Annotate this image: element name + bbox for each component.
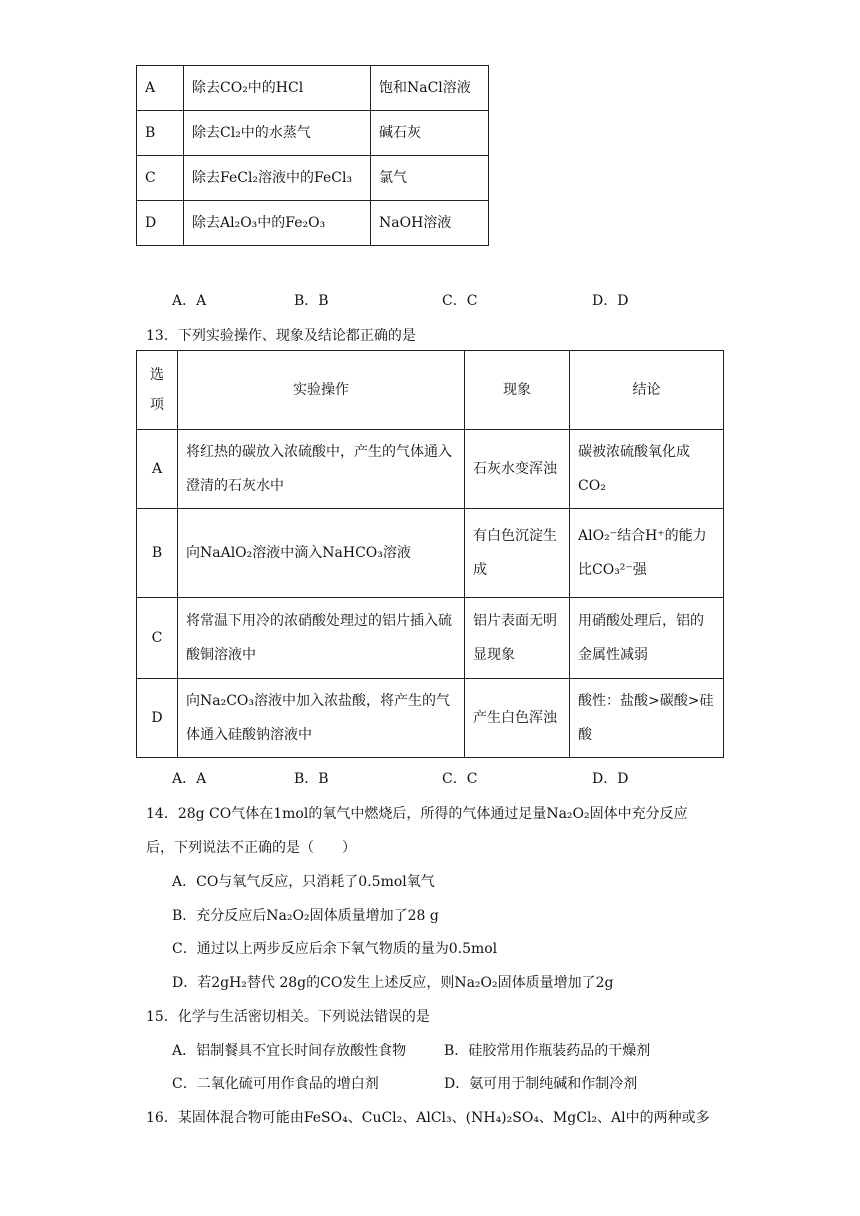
phenomenon-cell: 石灰水变浑浊 (465, 430, 570, 509)
purpose-cell: 除去CO₂中的HCl (184, 66, 371, 111)
q15-option-c: C．二氧化硫可用作食品的增白剂 (172, 1076, 379, 1092)
header-option: 选项 (137, 351, 178, 430)
reagent-table (136, 65, 489, 246)
operation-cell: 向Na₂CO₃溶液中加入浓盐酸，将产生的气体通入硅酸钠溶液中 (178, 679, 465, 758)
q15-option-d: D．氨可用于制纯碱和作制冷剂 (444, 1076, 638, 1092)
phenomenon-cell: 铝片表面无明显现象 (465, 598, 570, 679)
operation-cell: 将常温下用冷的浓硝酸处理过的铝片插入硫酸铜溶液中 (178, 598, 465, 679)
option-d: D．D (592, 293, 629, 309)
option-c: C．C (442, 771, 478, 787)
q14-option-b: B．充分反应后Na₂O₂固体质量增加了28 g (172, 908, 439, 924)
conclusion-cell: 酸性：盐酸>碳酸>硅酸 (570, 679, 724, 758)
phenomenon-cell: 有白色沉淀生成 (465, 509, 570, 598)
table-row (137, 66, 489, 111)
reagent-cell: 饱和NaCl溶液 (371, 66, 489, 111)
header-conclusion: 结论 (570, 351, 724, 430)
option-b: B．B (294, 293, 329, 309)
q14-stem-line2: 后，下列说法不正确的是（ ） (146, 840, 356, 856)
table-row (137, 598, 724, 679)
conclusion-cell: 用硝酸处理后，铝的金属性减弱 (570, 598, 724, 679)
q16-stem: 16．某固体混合物可能由FeSO₄、CuCl₂、AlCl₃、(NH₄)₂SO₄、MgCl₂、Al中的两种或多 (146, 1110, 710, 1126)
operation-cell: 将红热的碳放入浓硫酸中，产生的气体通入澄清的石灰水中 (178, 430, 465, 509)
table-row (137, 201, 489, 246)
table-row (137, 430, 724, 509)
conclusion-cell: 碳被浓硫酸氧化成CO₂ (570, 430, 724, 509)
option-b: B．B (294, 771, 329, 787)
q14-option-d: D．若2gH₂替代 28g的CO发生上述反应，则Na₂O₂固体质量增加了2g (172, 975, 614, 991)
option-a: A．A (172, 771, 207, 787)
row-label: D (137, 201, 184, 246)
phenomenon-cell: 产生白色浑浊 (465, 679, 570, 758)
row-label: B (137, 509, 178, 598)
row-label: C (137, 598, 178, 679)
experiment-table (136, 350, 724, 758)
reagent-cell: 碱石灰 (371, 111, 489, 156)
reagent-cell: 氯气 (371, 156, 489, 201)
header-operation: 实验操作 (178, 351, 465, 430)
table-row (137, 156, 489, 201)
option-d: D．D (592, 771, 629, 787)
q14-stem-line1: 14．28g CO气体在1mol的氧气中燃烧后，所得的气体通过足量Na₂O₂固体中充分反应 (146, 806, 688, 822)
conclusion-cell: AlO₂⁻结合H⁺的能力比CO₃²⁻强 (570, 509, 724, 598)
q15-stem: 15．化学与生活密切相关。下列说法错误的是 (146, 1009, 430, 1025)
row-label: D (137, 679, 178, 758)
option-c: C．C (442, 293, 478, 309)
row-label: A (137, 430, 178, 509)
q15-option-b: B．硅胶常用作瓶装药品的干燥剂 (444, 1043, 651, 1059)
option-a: A．A (172, 293, 207, 309)
row-label: B (137, 111, 184, 156)
table-row (137, 509, 724, 598)
table-row (137, 111, 489, 156)
row-label: A (137, 66, 184, 111)
operation-cell: 向NaAlO₂溶液中滴入NaHCO₃溶液 (178, 509, 465, 598)
q13-stem: 13．下列实验操作、现象及结论都正确的是 (146, 328, 416, 344)
purpose-cell: 除去Cl₂中的水蒸气 (184, 111, 371, 156)
table-row (137, 679, 724, 758)
header-phenomenon: 现象 (465, 351, 570, 430)
reagent-cell: NaOH溶液 (371, 201, 489, 246)
q14-option-a: A．CO与氧气反应，只消耗了0.5mol氧气 (172, 874, 435, 890)
purpose-cell: 除去Al₂O₃中的Fe₂O₃ (184, 201, 371, 246)
table-header-row (137, 351, 724, 430)
q14-option-c: C．通过以上两步反应后余下氧气物质的量为0.5mol (172, 941, 498, 957)
row-label: C (137, 156, 184, 201)
q15-option-a: A．铝制餐具不宜长时间存放酸性食物 (172, 1043, 407, 1059)
purpose-cell: 除去FeCl₂溶液中的FeCl₃ (184, 156, 371, 201)
